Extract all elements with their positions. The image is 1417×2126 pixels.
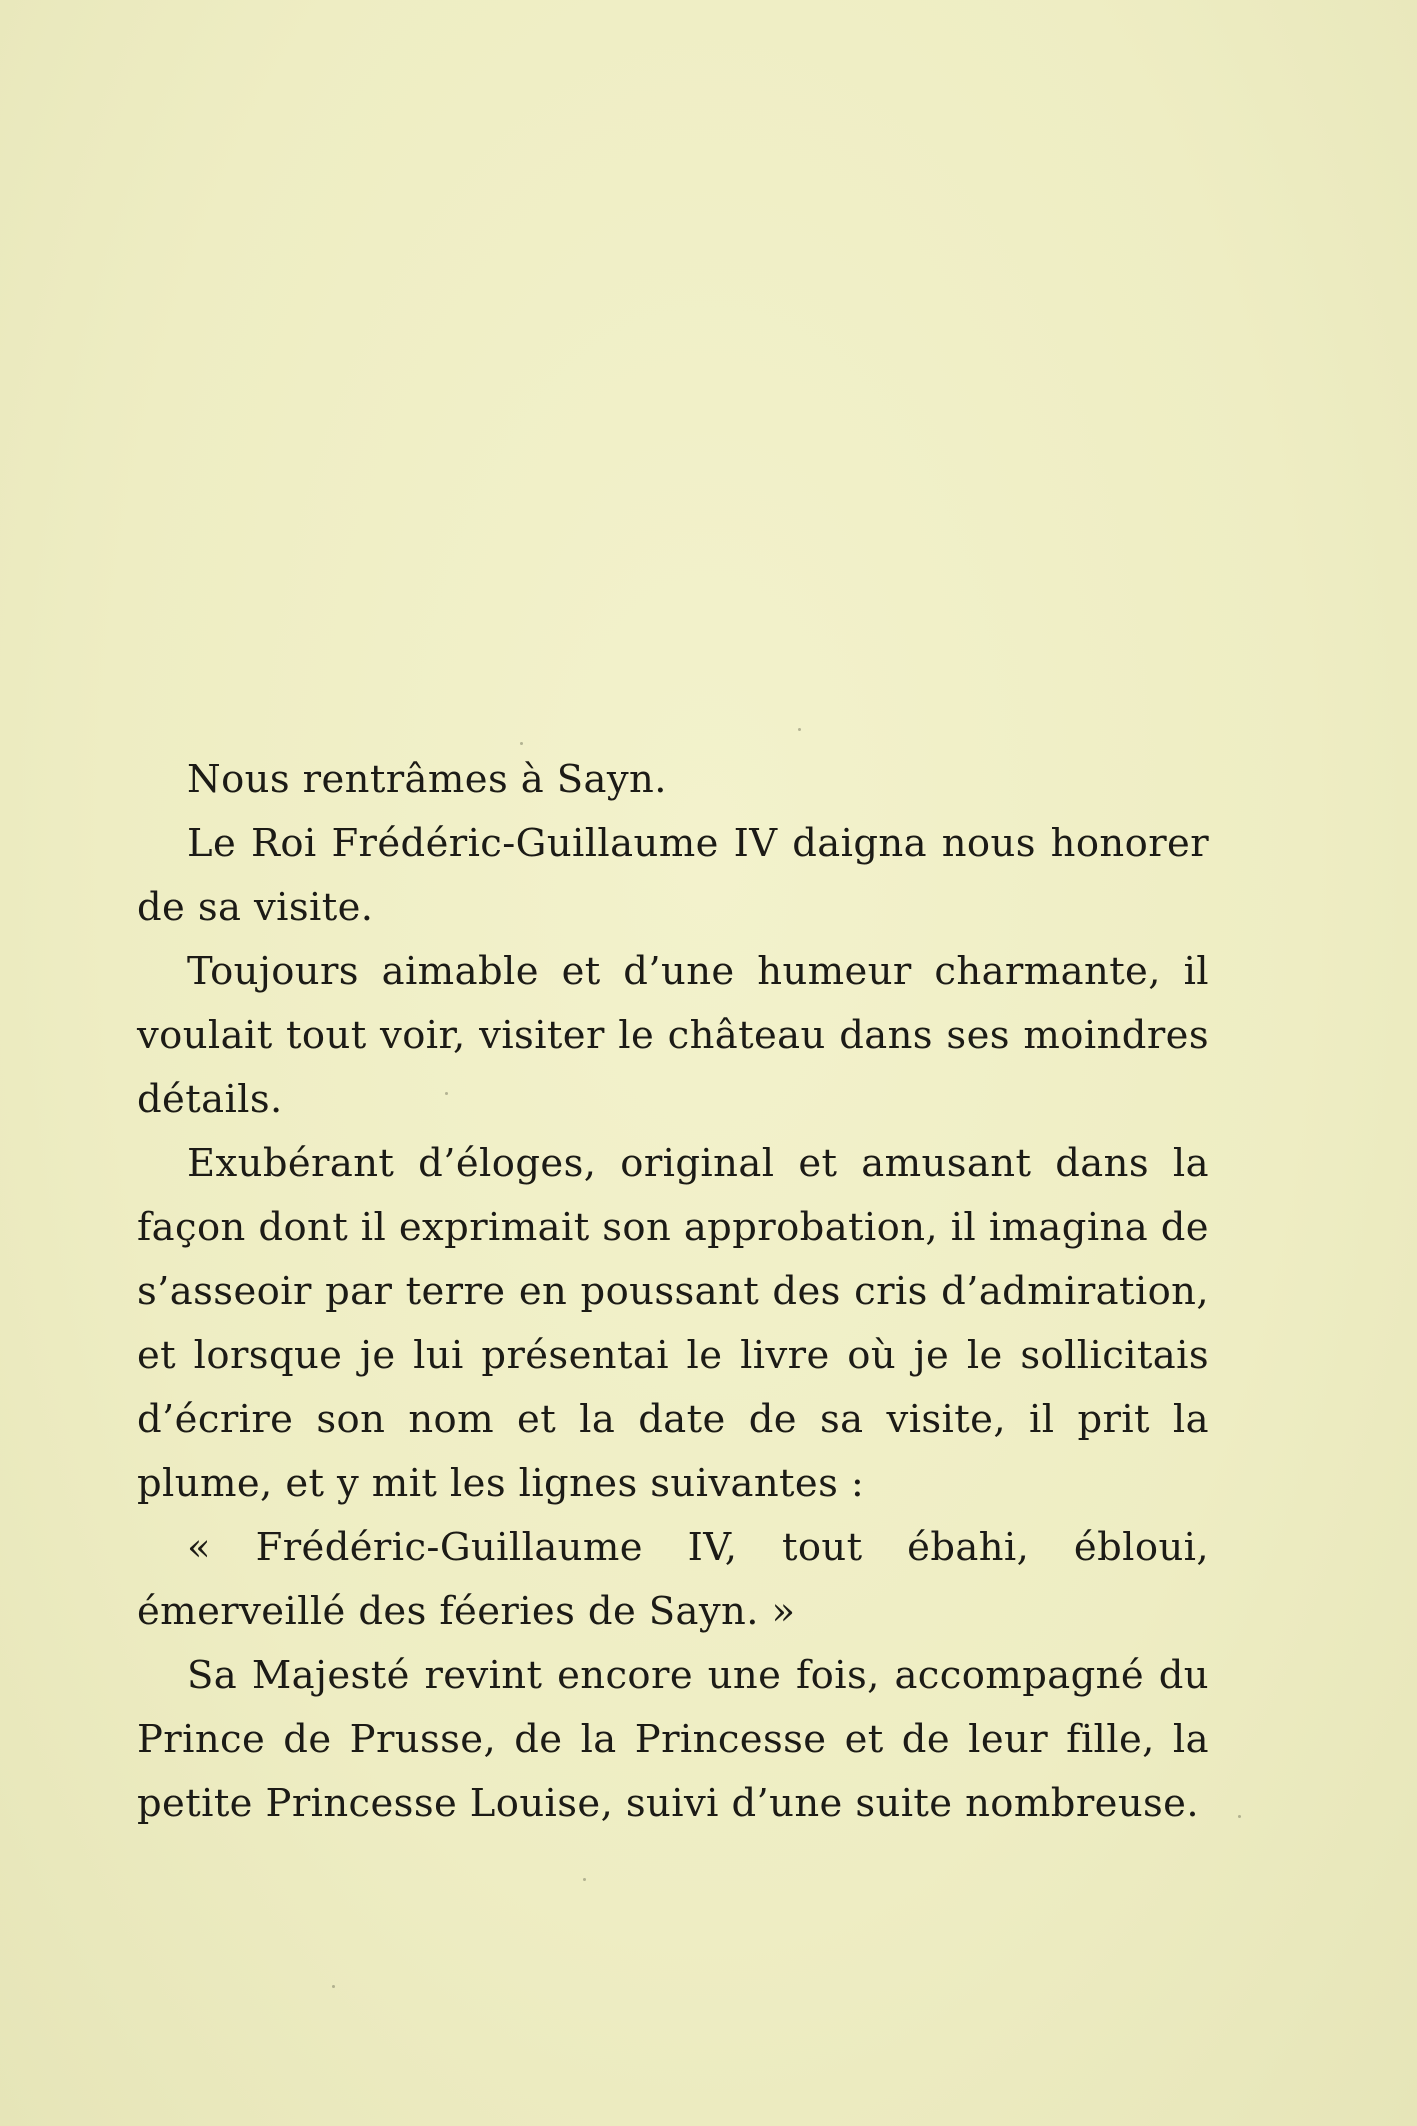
quotation: « Frédéric-Guillaume IV, tout ébahi, ébloui, émerveillé des féeries de Sayn. » [137, 1525, 1209, 1634]
paragraph: Toujours aimable et d’une humeur charmante, il voulait tout voir, visiter le château dans ses moindres détails. [137, 949, 1209, 1122]
paper-speck [583, 1878, 586, 1881]
paper-speck [1238, 1815, 1241, 1818]
paper-speck [520, 742, 523, 745]
paragraph: Sa Majesté revint encore une fois, accompagné du Prince de Prusse, de la Princesse et de leur fille, la petite Princesse Louise, suivi d’une suite nombreuse. [137, 1653, 1209, 1826]
paper-speck [798, 728, 801, 731]
paper-speck [332, 1985, 335, 1988]
body-text [137, 748, 1209, 1836]
paragraph: Exubérant d’éloges, original et amusant dans la façon dont il exprimait son approbation, il imagina de s’asseoir par terre en poussant des cris d’admiration, et lorsque je lui présentai le livre où je le sollicitais d’écrire son nom et la date de sa visite, il prit la plume, et y mit les lignes suivantes : [137, 1141, 1209, 1506]
paragraph: Le Roi Frédéric-Guillaume IV daigna nous honorer de sa visite. [137, 821, 1209, 930]
paragraph: Nous rentrâmes à Sayn. [187, 757, 667, 802]
